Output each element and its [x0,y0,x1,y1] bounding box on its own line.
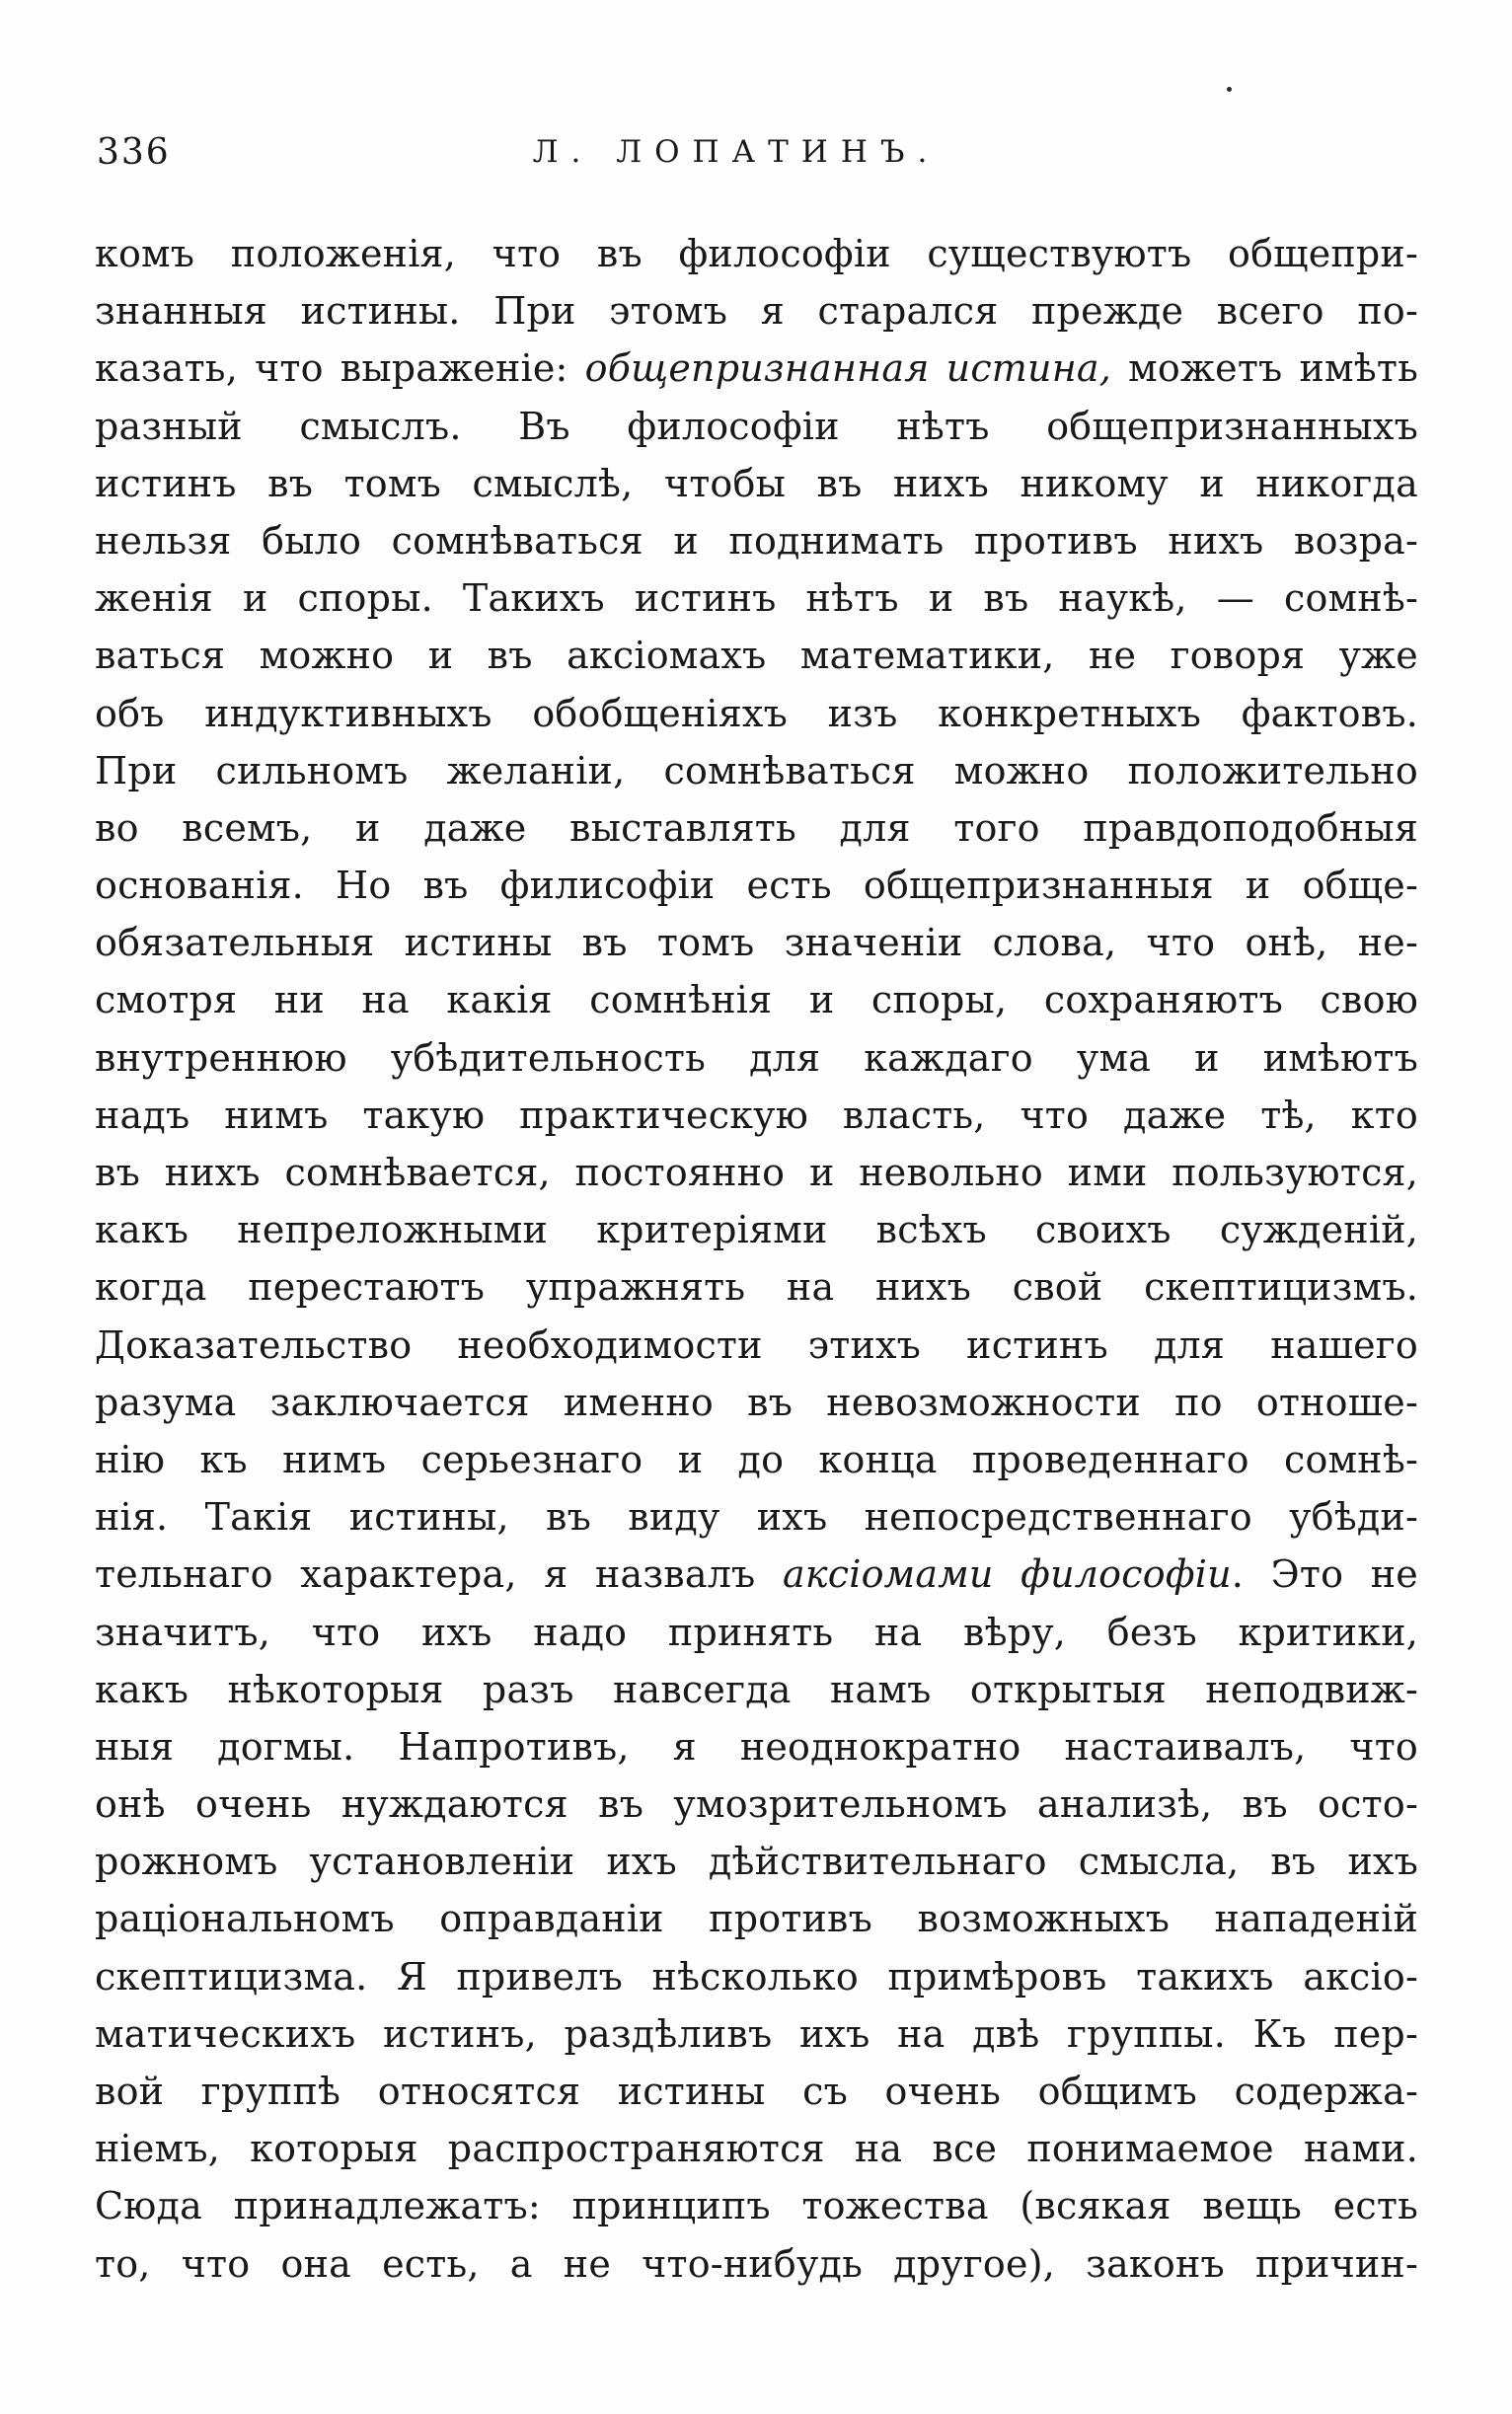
text-line [95,857,1418,914]
text-segment: Сюда принадлежатъ: принципъ тожества (всякая вещь есть [95,2184,1418,2228]
text-line [95,1718,1418,1775]
text-segment: истинъ въ томъ смыслѣ, чтобы въ нихъ никому и никогда [95,461,1418,505]
text-line [95,2120,1418,2177]
text-segment: . Это не [1231,1552,1418,1597]
text-line [95,1546,1418,1603]
scan-speck [1227,87,1232,92]
text-segment: раціональномъ оправданіи противъ возможныхъ нападеній [95,1897,1418,1941]
page-number: 336 [97,132,171,173]
text-line [95,627,1418,684]
text-segment: вой группѣ относятся истины съ очень общимъ содержа- [95,2070,1418,2113]
text-line [95,971,1418,1028]
text-segment: нія. Такія истины, въ виду ихъ непосредственнаго убѣди- [95,1495,1418,1540]
running-head [95,130,1417,180]
text-segment: во всемъ, и даже выставлять для того правдоподобныя [95,805,1418,850]
text-segment: тельнаго характера, я назвалъ [95,1552,783,1597]
text-segment: смотря ни на какія сомнѣнія и споры, сохраняютъ свою [95,978,1418,1022]
text-line [95,1258,1418,1316]
text-line [95,1374,1418,1431]
text-line [95,914,1418,971]
text-line [95,225,1418,282]
text-line [95,1317,1418,1374]
text-line [95,1775,1418,1833]
text-segment: внутреннюю убѣдительность для каждаго ума и имѣютъ [95,1035,1418,1080]
text-line [95,685,1418,742]
text-segment: когда перестаютъ упражнять на нихъ свой скептицизмъ. [95,1265,1418,1310]
text-line [95,398,1418,455]
text-segment: разный смыслъ. Въ философіи нѣтъ общепризнанныхъ [95,404,1418,448]
text-segment: онѣ очень нуждаются въ умозрительномъ анализѣ, въ осто- [95,1782,1418,1827]
italic-phrase: аксіомами философіи [783,1552,1232,1597]
text-line [95,1604,1418,1661]
text-segment: При сильномъ желаніи, сомнѣваться можно положительно [95,748,1418,792]
italic-phrase: общепризнанная истина, [584,346,1112,391]
text-line [95,282,1418,339]
text-segment: разума заключается именно въ невозможности по отноше- [95,1380,1418,1424]
text-segment: женія и споры. Такихъ истинъ нѣтъ и въ наукѣ, — сомнѣ- [95,576,1418,621]
text-segment: то, что она есть, а не что-нибудь другое), законъ причин- [95,2241,1418,2286]
text-line [95,512,1418,569]
text-line [95,1488,1418,1546]
text-line [95,2177,1418,2234]
text-segment: объ индуктивныхъ обобщеніяхъ изъ конкретныхъ фактовъ. [95,691,1418,735]
text-line [95,2063,1418,2120]
text-segment: значитъ, что ихъ надо принять на вѣру, безъ критики, [95,1610,1418,1654]
text-line [95,1431,1418,1488]
text-line [95,1201,1418,1258]
text-segment: Доказательство необходимости этихъ истинъ для нашего [95,1322,1418,1367]
running-title: Л. ЛОПАТИНЪ. [532,134,941,170]
text-segment: какъ нѣкоторыя разъ навсегда намъ открытыя неподвиж- [95,1667,1418,1711]
page-text [95,225,1418,2293]
text-line [95,1661,1418,1718]
text-line [95,799,1418,857]
text-line [95,339,1418,397]
text-segment: основанія. Но въ филисофіи есть общепризнанныя и обще- [95,864,1418,908]
text-segment: надъ нимъ такую практическую власть, что даже тѣ, кто [95,1093,1418,1137]
text-segment: ваться можно и въ аксіомахъ математики, не говоря уже [95,634,1418,678]
text-line [95,742,1418,799]
text-line [95,2235,1418,2293]
text-line [95,569,1418,627]
text-line [95,1029,1418,1087]
text-line [95,2005,1418,2063]
text-segment: знанныя истины. При этомъ я старался прежде всего по- [95,289,1418,334]
text-segment: нельзя было сомнѣваться и поднимать противъ нихъ возра- [95,518,1418,563]
text-segment: скептицизма. Я привелъ нѣсколько примѣровъ такихъ аксіо- [95,1954,1418,1999]
text-segment: ніемъ, которыя распространяются на все понимаемое нами. [95,2127,1418,2171]
text-segment: обязательныя истины въ томъ значеніи слова, что онѣ, не- [95,921,1418,965]
text-segment: въ нихъ сомнѣвается, постоянно и невольно ими пользуются, [95,1151,1418,1194]
text-line [95,1948,1418,2005]
text-line [95,1144,1418,1201]
text-segment: казать, что выраженіе: [95,346,585,391]
text-segment: какъ непреложными критеріями всѣхъ своихъ сужденій, [95,1208,1418,1252]
text-line [95,1890,1418,1947]
text-segment: нію къ нимъ серьезнаго и до конца проведеннаго сомнѣ- [95,1437,1418,1481]
text-segment: ныя догмы. Напротивъ, я неоднократно настаивалъ, что [95,1724,1418,1769]
text-segment: рожномъ установленіи ихъ дѣйствительнаго смысла, въ ихъ [95,1840,1418,1884]
text-segment: комъ положенія, что въ философіи существуютъ общепри- [95,232,1418,275]
text-segment: матическихъ истинъ, раздѣливъ ихъ на двѣ группы. Къ пер- [95,2011,1418,2056]
text-segment: можетъ имѣть [1111,346,1418,391]
text-line [95,1087,1418,1144]
text-line [95,455,1418,512]
text-line [95,1833,1418,1890]
